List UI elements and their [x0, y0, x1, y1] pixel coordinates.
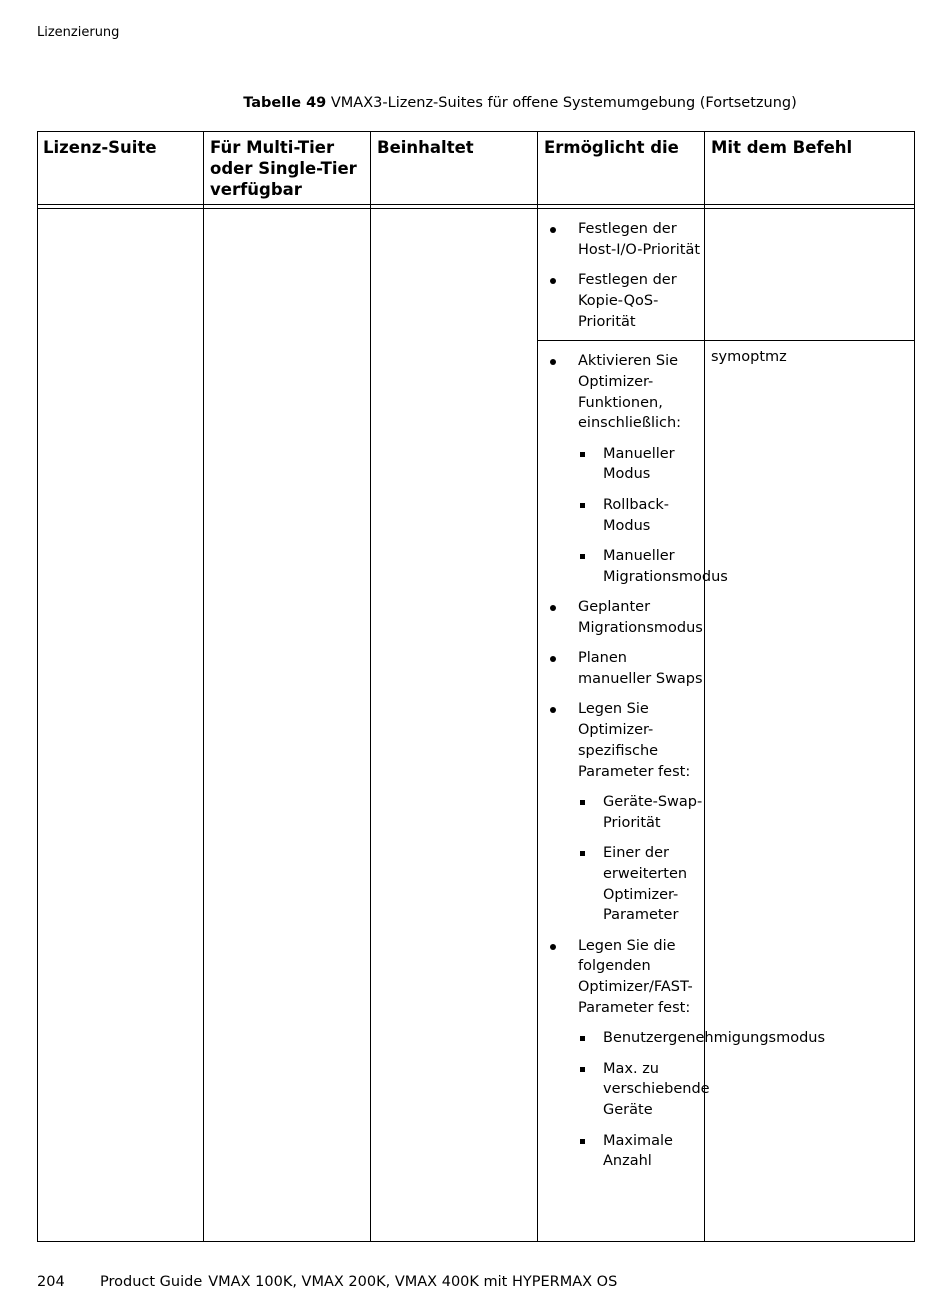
list-item [544, 936, 826, 1172]
guide-label: Product Guide [100, 1274, 203, 1290]
page-footer [37, 1273, 617, 1291]
column-divider [537, 131, 538, 1242]
bullet-icon [550, 944, 556, 950]
sub-list-item [578, 843, 704, 926]
sub-list-item [578, 792, 704, 834]
bullet-icon [550, 227, 556, 233]
square-bullet-icon [580, 1067, 585, 1072]
enables-list [544, 219, 704, 342]
sub-list-item-text: Geräte-Swap-Priorität [603, 793, 703, 831]
sub-list-item [578, 1059, 710, 1121]
list-item [544, 597, 704, 639]
sub-list-item-text: Max. zu verschiebende Geräte [603, 1060, 710, 1119]
table-caption [0, 94, 950, 112]
header-command: Mit dem Befehl [711, 138, 853, 157]
sub-list-item-text: Benutzergenehmigungsmodus [603, 1030, 826, 1047]
command-symoptmz: symoptmz [711, 349, 787, 365]
square-bullet-icon [580, 800, 585, 805]
list-item-text: Festlegen der Kopie-QoS-Priorität [578, 272, 677, 330]
column-divider [370, 131, 371, 1242]
list-item [544, 648, 704, 690]
list-item [544, 351, 728, 587]
square-bullet-icon [580, 1139, 585, 1144]
table-caption-text: VMAX3-Lizenz-Suites für offene Systemumgebung (Fortsetzung) [330, 95, 797, 111]
sub-list-item-text: Einer der erweiterten Optimizer-Parameter [603, 844, 688, 924]
square-bullet-icon [580, 503, 585, 508]
header-rule [37, 208, 915, 209]
sub-list [578, 444, 728, 588]
header-rule [37, 204, 915, 205]
header-includes: Beinhaltet [377, 138, 474, 157]
bullet-icon [550, 278, 556, 284]
list-item-text: Geplanter Migrationsmodus [578, 598, 703, 636]
bullet-icon [550, 605, 556, 611]
sub-list-item-text: Rollback-Modus [603, 496, 670, 534]
list-item [544, 699, 704, 926]
sub-list-item [578, 495, 704, 537]
list-item [544, 270, 704, 332]
square-bullet-icon [580, 452, 585, 457]
sub-list-item-text: Maximale Anzahl [603, 1132, 673, 1170]
header-enables: Ermöglicht die [544, 138, 679, 157]
sub-list-item [578, 1028, 826, 1049]
page-number: 204 [37, 1274, 65, 1290]
header-license-suite: Lizenz-Suite [43, 138, 157, 157]
list-item-text: Aktivieren Sie Optimizer-Funktionen, einschließlich: [578, 353, 682, 432]
header-availability: Für Multi-Tier oder Single-Tier verfügbar [210, 138, 357, 199]
bullet-icon [550, 707, 556, 713]
license-suites-table [37, 131, 915, 1242]
product-title: VMAX 100K, VMAX 200K, VMAX 400K mit HYPERMAX OS [208, 1274, 618, 1290]
square-bullet-icon [580, 554, 585, 559]
list-item-text: Planen manueller Swaps [578, 650, 703, 687]
column-divider [203, 131, 204, 1242]
list-item [544, 219, 704, 261]
column-divider [704, 131, 705, 1242]
sub-list-item [578, 546, 728, 588]
sub-list-item-text: Manueller Modus [603, 445, 675, 483]
sub-list [578, 792, 704, 926]
sub-list-item-text: Manueller Migrationsmodus [603, 547, 728, 585]
sub-list [578, 1028, 826, 1172]
table-border [37, 131, 915, 1242]
sub-list-item [578, 1131, 704, 1173]
square-bullet-icon [580, 851, 585, 856]
bullet-icon [550, 656, 556, 662]
table-caption-label: Tabelle 49 [243, 95, 327, 111]
sub-list-item [578, 444, 704, 486]
bullet-icon [550, 359, 556, 365]
list-item-text: Legen Sie die folgenden Optimizer/FAST-Parameter fest: [578, 937, 693, 1017]
square-bullet-icon [580, 1036, 585, 1041]
running-header: Lizenzierung [37, 25, 120, 40]
list-item-text: Festlegen der Host-I/O-Priorität [578, 221, 701, 258]
list-item-text: Legen Sie Optimizer-spezifische Parameter fest: [578, 701, 691, 780]
